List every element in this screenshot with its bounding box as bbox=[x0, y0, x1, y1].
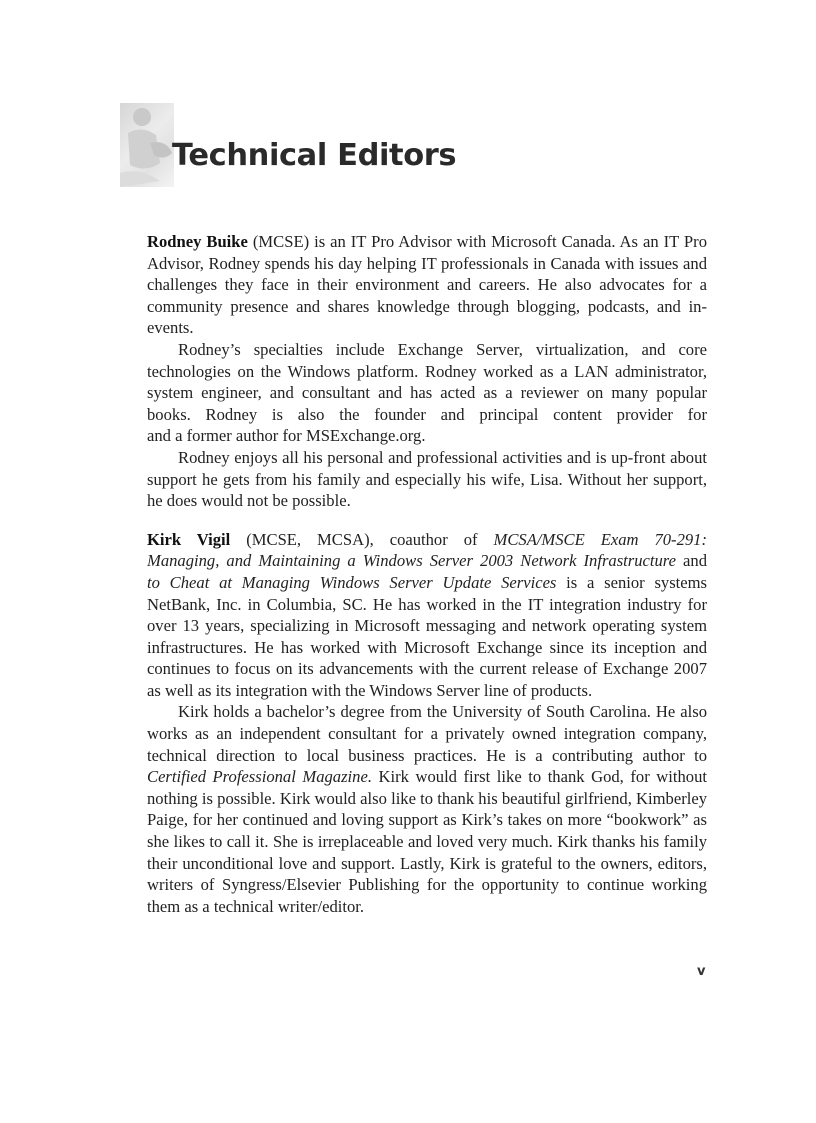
text-line: Paige, for her continued and loving support as Kirk’s takes on more “bookwork” as bbox=[147, 810, 707, 830]
text-line: events. bbox=[147, 318, 194, 338]
text-line: support he gets from his family and especially his wife, Lisa. Without her support, bbox=[147, 469, 707, 489]
text-line: Kirk holds a bachelor’s degree from the University of South Carolina. He also bbox=[178, 702, 707, 722]
text-line bbox=[147, 550, 707, 572]
text-run: technical direction to local business practices. He is a contributing author to bbox=[147, 745, 707, 765]
text-line: books. Rodney is also the founder and principal content provider for bbox=[147, 404, 707, 424]
kirk-bio-paragraph-1 bbox=[147, 529, 707, 702]
text-run: and bbox=[683, 551, 707, 571]
text-line bbox=[147, 745, 707, 767]
text-run: (MCSE) is an IT Pro Advisor with Microsoft Canada. As an IT Pro bbox=[247, 232, 707, 251]
chapter-ornament bbox=[120, 103, 174, 187]
text-line: nothing is possible. Kirk would also like to thank his beautiful girlfriend, Kimberley bbox=[147, 788, 707, 808]
text-run: is a senior systems bbox=[566, 572, 707, 592]
editors-text bbox=[147, 231, 707, 917]
page-title: Technical Editors bbox=[172, 138, 457, 173]
book-title-italic: to Cheat at Managing Windows Server Update Services bbox=[147, 572, 557, 592]
text-line: and a former author for MSExchange.org. bbox=[147, 426, 426, 446]
text-line: their unconditional love and support. Lastly, Kirk is grateful to the owners, editors, bbox=[147, 853, 707, 873]
text-line bbox=[147, 231, 707, 253]
text-line: Rodney’s specialties include Exchange Server, virtualization, and core bbox=[178, 339, 707, 359]
rodney-bio-paragraph-2 bbox=[147, 339, 707, 447]
text-line: as well as its integration with the Windows Server line of products. bbox=[147, 680, 593, 700]
ornament-graphic bbox=[120, 103, 174, 187]
text-line bbox=[147, 766, 707, 788]
text-line: he does would not be possible. bbox=[147, 491, 351, 511]
editor-name-rodney: Rodney Buike bbox=[147, 232, 248, 251]
text-line: over 13 years, specializing in Microsoft messaging and network operating system bbox=[147, 616, 707, 636]
text-line: Rodney enjoys all his personal and professional activities and is up-front about bbox=[178, 447, 707, 467]
book-title-italic: Managing, and Maintaining a Windows Server 2003 Network Infrastructure bbox=[147, 551, 676, 571]
editor-name-kirk: Kirk Vigil bbox=[147, 529, 231, 549]
text-line: them as a technical writer/editor. bbox=[147, 896, 365, 916]
text-line: works as an independent consultant for a privately owned integration company, bbox=[147, 724, 707, 744]
text-line: infrastructures. He has worked with Microsoft Exchange since its inception and bbox=[147, 637, 707, 657]
text-line bbox=[147, 529, 707, 551]
text-line bbox=[147, 572, 707, 594]
magazine-title-italic: Certified Professional Magazine. bbox=[147, 767, 372, 787]
text-line: Advisor, Rodney spends his day helping IT professionals in Canada with issues and bbox=[147, 253, 707, 273]
text-line: community presence and shares knowledge through blogging, podcasts, and in- bbox=[147, 296, 707, 316]
kirk-bio-paragraph-2 bbox=[147, 701, 707, 917]
rodney-bio-paragraph-1 bbox=[147, 231, 707, 339]
rodney-bio-paragraph-3 bbox=[147, 447, 707, 512]
page-number: v bbox=[697, 964, 706, 979]
text-line: technologies on the Windows platform. Rodney worked as a LAN administrator, bbox=[147, 361, 707, 381]
text-line: challenges they face in their environment and careers. He also advocates for a bbox=[147, 275, 707, 295]
text-line: continues to focus on its advancements with the current release of Exchange 2007 bbox=[147, 659, 707, 679]
book-title-italic: MCSA/MSCE Exam 70-291: bbox=[493, 529, 707, 549]
text-line: writers of Syngress/Elsevier Publishing for the opportunity to continue working bbox=[147, 875, 707, 895]
text-run: (MCSE, MCSA), coauthor of bbox=[230, 529, 494, 549]
text-line: she likes to call it. She is irreplaceable and loved very much. Kirk thanks his family bbox=[147, 832, 707, 852]
text-line: system engineer, and consultant and has acted as a reviewer on many popular bbox=[147, 383, 707, 403]
text-run: Kirk would first like to thank God, for without bbox=[378, 767, 707, 787]
text-line: NetBank, Inc. in Columbia, SC. He has worked in the IT integration industry for bbox=[147, 594, 707, 614]
